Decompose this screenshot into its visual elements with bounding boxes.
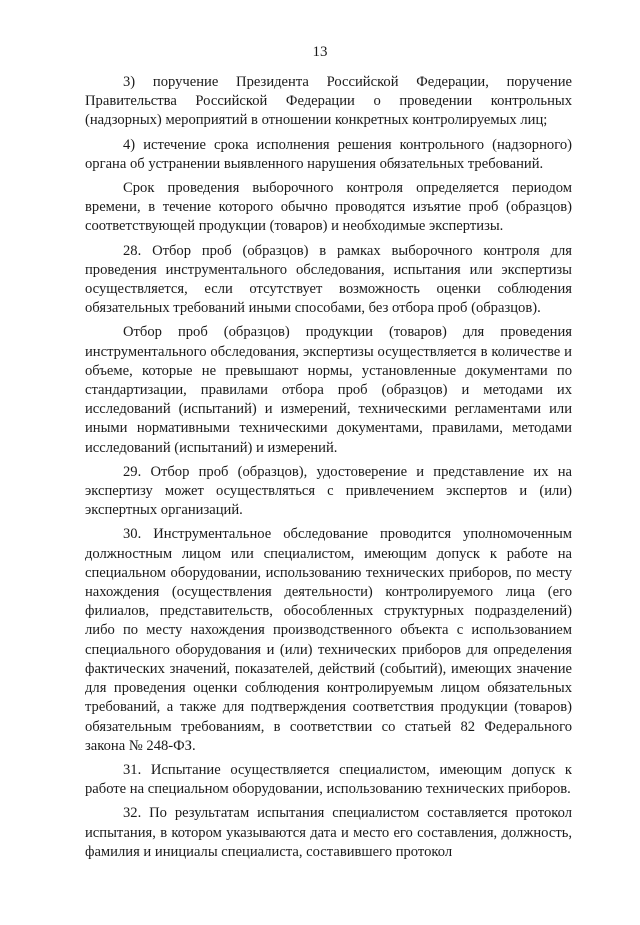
paragraph-clause-29: 29. Отбор проб (образцов), удостоверение и представление их на экспертизу может осуществляться с привлечением экспертов и (или) экспертных организаций. <box>85 463 572 519</box>
paragraph-clause-31: 31. Испытание осуществляется специалистом, имеющим допуск к работе на специальном оборудовании, использованию технических приборов. <box>85 761 572 798</box>
paragraph-clause-30: 30. Инструментальное обследование проводится уполномоченным должностным лицом или специалистом, имеющим допуск к работе на специальном оборудовании, использованию технических приборов, по месту нахождения (осуществления деятельности) контролируемого лица (его филиалов, представительств, обособленных структурных подразделений) либо по месту нахождения производственного объекта с использованием специального оборудования и (или) технических приборов для определения фактических значений, показателей, действий (событий), имеющих значение для проведения оценки соблюдения контролируемым лицом обязательных требований, а также для подтверждения соответствия продукции (товаров) обязательным требованиям, в соответствии со статьей 82 Федерального закона № 248-ФЗ. <box>85 526 572 754</box>
document-body <box>85 73 572 862</box>
paragraph-clause-32: 32. По результатам испытания специалистом составляется протокол испытания, в котором указываются дата и место его составления, должность, фамилия и инициалы специалиста, составившего протокол <box>85 805 572 860</box>
paragraph-clause-28: 28. Отбор проб (образцов) в рамках выборочного контроля для проведения инструментального обследования, испытания или экспертизы осуществляется, если отсутствует возможность оценки соблюдения обязательных требований иными способами, без отбора проб (образцов). <box>85 242 572 317</box>
paragraph-control-period: Срок проведения выборочного контроля определяется периодом времени, в течение которого обычно проводятся изъятие проб (образцов) соответствующей продукции (товаров) и необходимые экспертизы. <box>85 180 572 235</box>
paragraph-item-4: 4) истечение срока исполнения решения контрольного (надзорного) органа об устранении выявленного нарушения обязательных требований. <box>85 136 572 172</box>
page-number: 13 <box>312 44 328 60</box>
paragraph-sampling-volume: Отбор проб (образцов) продукции (товаров) для проведения инструментального обследования, экспертизы осуществляется в количестве и объеме, которые не превышают нормы, установленные документами по стандартизации, правилами отбора проб (образцов) и методами их исследований (испытаний) и измерений, техническими регламентами или иными нормативными техническими документами, правилами, методами исследований (испытаний) и измерений. <box>85 324 572 456</box>
paragraph-item-3: 3) поручение Президента Российской Федерации, поручение Правительства Российской Федерации о проведении контрольных (надзорных) мероприятий в отношении конкретных контролируемых лиц; <box>85 74 572 129</box>
